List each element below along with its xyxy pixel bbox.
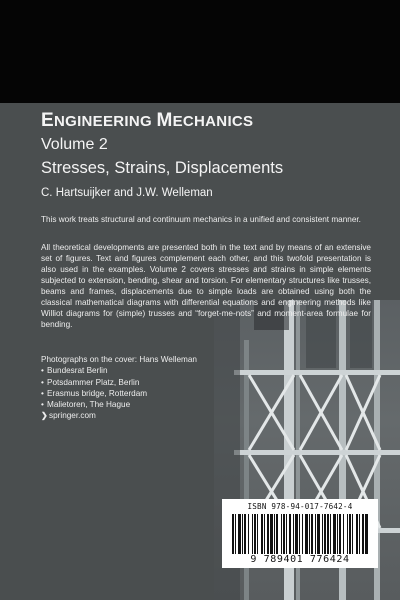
barcode-bar bbox=[337, 514, 338, 554]
barcode-bar bbox=[322, 514, 323, 554]
barcode-bar bbox=[252, 514, 253, 554]
barcode-bar bbox=[242, 514, 243, 554]
barcode-bar bbox=[276, 514, 278, 554]
barcode-bar bbox=[352, 514, 353, 554]
barcode-bar bbox=[274, 514, 275, 554]
barcode-bar bbox=[289, 514, 291, 554]
barcode-bar bbox=[238, 514, 241, 554]
isbn-label: ISBN 978-94-017-7642-4 bbox=[247, 502, 353, 511]
top-black-band bbox=[0, 0, 400, 103]
barcode-bar bbox=[327, 514, 329, 554]
photo-credit-line: Photographs on the cover: Hans Welleman bbox=[41, 355, 197, 364]
barcode-bar bbox=[299, 514, 300, 554]
barcode-bar bbox=[254, 514, 256, 554]
barcode-bar bbox=[248, 514, 249, 554]
barcode-bar bbox=[257, 514, 258, 554]
barcode-bar bbox=[315, 514, 316, 554]
barcode-bar bbox=[324, 514, 326, 554]
barcode-bar bbox=[349, 514, 351, 554]
bullet-icon: • bbox=[41, 400, 44, 410]
barcode-bar bbox=[244, 514, 246, 554]
barcode-bar bbox=[333, 514, 336, 554]
title-initial-e: E bbox=[41, 110, 54, 131]
barcode-bar bbox=[232, 514, 234, 554]
barcode-bar bbox=[362, 514, 364, 554]
bullet-icon: • bbox=[41, 388, 44, 398]
barcode-bar bbox=[356, 514, 358, 554]
barcode-bar bbox=[343, 514, 344, 554]
authors: C. Hartsuijker and J.W. Welleman bbox=[41, 187, 213, 199]
barcode-bar bbox=[270, 514, 273, 554]
volume-label: Volume 2 bbox=[41, 136, 108, 153]
barcode bbox=[232, 514, 368, 554]
barcode-bar bbox=[283, 514, 285, 554]
barcode-bar bbox=[267, 514, 269, 554]
barcode-bar bbox=[330, 514, 331, 554]
list-item: • Bundesrat Berlin bbox=[41, 366, 108, 376]
description-paragraph: All theoretical developments are presented both in the text and by means of an extensive set of figures. Text and figures complement each other, and this twofold presentation is also used in the examples. Volume 2 covers stresses and strains in simple elements subjected to extension, bending, shear and torsion. For elementary structures like trusses, beams and frames, displacements due to simple loads are obtained using both the classical mathematical diagrams with differential equations and engineering methods like Williot diagrams for (simple) trusses and “forget-me-nots” and moment-area formulae for bending. bbox=[41, 243, 371, 329]
intro-paragraph: This work treats structural and continuum mechanics in a unified and consistent manner. bbox=[41, 215, 361, 224]
barcode-bar bbox=[365, 514, 368, 554]
barcode-bar bbox=[295, 514, 298, 554]
list-item: • Erasmus bridge, Rotterdam bbox=[41, 388, 148, 398]
list-item: • Potsdammer Platz, Berlin bbox=[41, 377, 140, 387]
bullet-icon: • bbox=[41, 366, 44, 376]
website-link[interactable]: ❯springer.com bbox=[41, 411, 96, 421]
bullet-icon: • bbox=[41, 377, 44, 387]
barcode-bar bbox=[317, 514, 320, 554]
barcode-box bbox=[222, 499, 378, 568]
barcode-bar bbox=[235, 514, 236, 554]
barcode-bar bbox=[311, 514, 313, 554]
barcode-bar bbox=[281, 514, 282, 554]
barcode-bar bbox=[339, 514, 341, 554]
title-part-mechanics: ECHANICS bbox=[172, 113, 254, 130]
list-item: • Malietoren, The Hague bbox=[41, 400, 131, 410]
title-part-engineering: NGINEERING bbox=[53, 113, 157, 130]
series-title bbox=[41, 110, 253, 132]
title-initial-m: M bbox=[156, 110, 173, 131]
barcode-bar bbox=[347, 514, 348, 554]
barcode-bar bbox=[286, 514, 287, 554]
book-subtitle: Stresses, Strains, Displacements bbox=[41, 159, 284, 177]
barcode-bar bbox=[261, 514, 263, 554]
barcode-bar bbox=[305, 514, 308, 554]
barcode-bar bbox=[302, 514, 303, 554]
barcode-bar bbox=[264, 514, 265, 554]
barcode-bar bbox=[359, 514, 360, 554]
barcode-digits: 9 789401 776424 bbox=[250, 554, 350, 565]
barcode-bar bbox=[293, 514, 294, 554]
photo-credits bbox=[41, 354, 197, 422]
barcode-bar bbox=[309, 514, 310, 554]
arrow-right-icon: ❯ bbox=[41, 411, 48, 421]
